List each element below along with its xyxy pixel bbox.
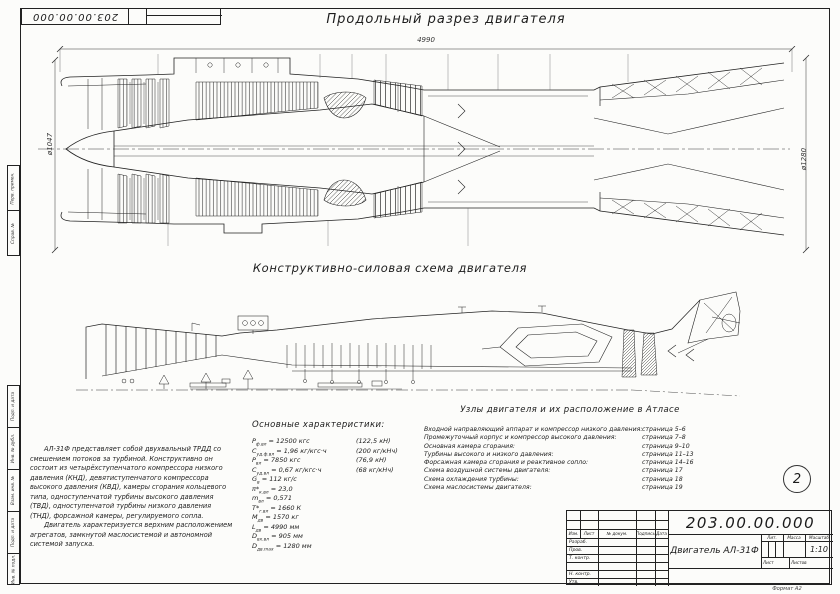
atlas-item-label: Форсажная камера сгорания и реактивное сопло: xyxy=(424,459,589,467)
margin-stamp-inv-dubl: Инв. № дубл. xyxy=(7,427,20,470)
char-formula xyxy=(252,437,310,448)
char-symbol: Т* xyxy=(252,503,260,512)
structural-scheme-drawing xyxy=(72,283,744,398)
atlas-item-label: Турбины высокого и низкого давления: xyxy=(424,450,554,458)
char-symbol: G xyxy=(252,475,258,484)
atlas-row xyxy=(424,476,716,484)
characteristic-row xyxy=(252,542,434,552)
char-value: = 1280 мм xyxy=(275,542,312,551)
tb-col-docnum: № докум. xyxy=(606,531,628,536)
sheet-number-badge: 2 xyxy=(783,465,811,493)
tb-lit-label: Лит. xyxy=(767,535,777,540)
char-alt-value: (76,9 кН) xyxy=(356,456,387,465)
char-symbol-subscript: г.вл xyxy=(259,509,269,515)
char-formula xyxy=(252,494,292,505)
tb-line xyxy=(768,541,769,557)
char-value: = 905 мм xyxy=(271,532,303,541)
atlas-item-pages: страница 19 xyxy=(642,484,683,492)
atlas-row xyxy=(424,484,716,492)
tb-line xyxy=(655,511,656,586)
tb-scale-label: Масштаб xyxy=(809,535,829,540)
char-alt-value: (68 кг/кНч) xyxy=(356,465,394,474)
main-title: Продольный разрез двигателя xyxy=(326,12,566,27)
atlas-row xyxy=(424,434,716,442)
characteristic-row xyxy=(252,447,434,457)
tb-line xyxy=(775,541,776,557)
corner-stamp-divider xyxy=(128,8,129,24)
char-value: = 1,96 кг/кгс·ч xyxy=(276,446,327,455)
char-formula xyxy=(252,503,302,515)
char-value: = 23,0 xyxy=(270,484,293,493)
atlas-item-pages: страница 5–6 xyxy=(642,426,686,433)
tb-col-izm: Изм. xyxy=(568,531,579,536)
characteristic-row xyxy=(252,466,434,476)
engine-description xyxy=(30,445,234,550)
atlas-item-label: Схема охлаждения турбины: xyxy=(424,475,519,483)
atlas-row xyxy=(424,467,716,475)
char-symbol: М xyxy=(252,513,258,522)
char-symbol: m xyxy=(252,494,259,503)
tb-line xyxy=(598,511,599,586)
characteristic-row xyxy=(252,475,434,485)
char-symbol: С xyxy=(252,465,257,474)
char-value: = 1570 кг xyxy=(265,513,299,522)
char-symbol: С xyxy=(252,446,257,455)
atlas-item-pages: страница 11–13 xyxy=(642,450,694,458)
char-formula xyxy=(252,522,300,534)
corner-stamp-divider xyxy=(146,8,147,24)
tb-col-podpis: Подпись xyxy=(636,531,655,536)
margin-stamp-perv-primen: Перв. примен. xyxy=(7,165,20,211)
description-paragraph-1: АЛ-31Ф представляет собой двухвальный ТРДД со смешением потоков за турбиной. Конструктивно он состоит из четырёхступенчатого компрессора низкого давления (КНД), девятиступенчатого компрессора высокого давления (КВД), камеры сгорания кольцевого типа, одноступенчатой турбины высокого давления (ТВД), одноступенчатой турбины низкого давления (ТНД), форсажной камеры, регулируемого сопла. xyxy=(30,445,227,520)
char-symbol: D xyxy=(252,542,258,551)
atlas-row xyxy=(424,426,716,434)
char-symbol-subscript: вл xyxy=(258,499,264,505)
scheme-title: Конструктивно-силовая схема двигателя xyxy=(252,261,528,275)
atlas-block xyxy=(424,405,716,492)
char-formula xyxy=(252,532,303,543)
characteristic-row xyxy=(252,437,434,447)
characteristic-row xyxy=(252,494,434,504)
char-formula xyxy=(252,475,297,486)
characteristic-row xyxy=(252,485,434,495)
char-symbol: Р xyxy=(252,437,256,445)
char-symbol-subscript: к.вл xyxy=(259,490,269,496)
char-value: = 12500 кгс xyxy=(268,437,310,445)
margin-stamp-inv-podl: Инв. № подл. xyxy=(7,553,20,585)
char-symbol-subscript: уд.ф.вл xyxy=(256,451,275,457)
char-symbol-subscript: дв xyxy=(257,518,264,524)
char-symbol-subscript: вх.вл xyxy=(257,537,269,543)
char-symbol-subscript: в xyxy=(257,480,260,486)
char-alt-value: (122,5 кН) xyxy=(356,437,391,445)
dim-label-length: 4990 xyxy=(417,36,435,44)
characteristic-row xyxy=(252,504,434,514)
corner-designation: 203.00.00.000 xyxy=(31,10,119,22)
char-value: = 112 кг/с xyxy=(261,475,297,484)
char-symbol-subscript: ф.вл xyxy=(255,442,267,448)
margin-stamp-sprav-no: Справ. № xyxy=(7,210,20,256)
atlas-item-label: Схема маслосистемы двигателя: xyxy=(424,484,532,492)
characteristic-row xyxy=(252,513,434,523)
atlas-item-label: Основная камера сгорания: xyxy=(424,442,515,450)
char-symbol-subscript: вл xyxy=(255,461,262,467)
atlas-row xyxy=(424,443,716,451)
tb-row-utv: Утв. xyxy=(569,579,579,585)
corner-stamp-divider xyxy=(146,15,222,16)
tb-line xyxy=(668,568,833,569)
title-block-doc-name: Двигатель АЛ-31Ф xyxy=(670,546,759,556)
corner-stamp xyxy=(21,8,221,25)
characteristics-list xyxy=(252,437,434,552)
tb-line xyxy=(567,562,668,563)
atlas-row xyxy=(424,459,716,467)
char-value: = 7850 кгс xyxy=(263,456,301,465)
atlas-title: Узлы двигателя и их расположение в Атласе xyxy=(460,405,680,415)
char-formula xyxy=(252,466,321,474)
char-value: = 0,67 кг/кгс·ч xyxy=(271,465,322,474)
characteristic-row xyxy=(252,523,434,533)
atlas-item-label: Входной направляющий аппарат и компрессор низкого давления: xyxy=(424,426,643,433)
margin-stamp-podp-data-1: Подп. и дата xyxy=(7,385,20,428)
tb-row-prov: Пров. xyxy=(569,547,583,553)
tb-row-nkontr: Н. контр. xyxy=(569,571,592,577)
atlas-row xyxy=(424,451,716,459)
characteristic-row xyxy=(252,456,434,466)
characteristics-title: Основные характеристики: xyxy=(252,420,385,430)
char-alt-value: (200 кг/кНч) xyxy=(356,446,398,455)
tb-sheet-label: Лист xyxy=(763,560,774,565)
char-formula xyxy=(252,447,327,455)
format-note: Формат А2 xyxy=(772,586,802,592)
atlas-item-pages: страница 9–10 xyxy=(642,442,690,450)
char-formula xyxy=(252,456,301,467)
tb-row-razrab: Разраб. xyxy=(569,539,588,545)
description-paragraph-2: Двигатель характеризуется верхним расположением агрегатов, замкнутой маслосистемой и автономной системой запуска. xyxy=(30,521,233,549)
char-symbol-subscript: дв xyxy=(255,528,262,534)
atlas-item-pages: страница 14–16 xyxy=(642,459,694,467)
margin-stamp-podp-data-2: Подп. и дата xyxy=(7,511,20,554)
dim-label-inlet-diameter: ø1047 xyxy=(46,132,54,156)
char-formula xyxy=(252,484,293,496)
char-value: = 1660 К xyxy=(270,503,302,512)
char-symbol: L xyxy=(252,522,256,531)
atlas-item-label: Схема воздушной системы двигателя: xyxy=(424,467,551,475)
char-symbol: D xyxy=(252,532,258,541)
char-value: = 4990 мм xyxy=(263,522,300,531)
characteristic-row xyxy=(252,532,434,542)
tb-row-tkontr: Т. контр. xyxy=(569,555,591,561)
title-block-scale-value: 1:10 xyxy=(810,544,828,554)
atlas-item-pages: страница 18 xyxy=(642,475,683,483)
dim-label-max-diameter: ø1280 xyxy=(800,147,808,171)
atlas-item-pages: страница 7–8 xyxy=(642,434,686,442)
tb-col-data: Дата xyxy=(656,531,667,536)
corner-stamp-cell xyxy=(22,8,128,24)
char-value: = 0,571 xyxy=(265,494,292,503)
char-formula xyxy=(252,513,299,524)
char-symbol-subscript: уд.вл xyxy=(256,470,269,476)
atlas-item-label: Промежуточный корпус и компрессор высокого давления: xyxy=(424,434,617,442)
engine-cross-section-drawing xyxy=(28,46,812,254)
char-formula xyxy=(252,542,312,553)
tb-line xyxy=(636,511,637,586)
tb-sheets-label: Листов xyxy=(791,560,807,565)
atlas-list xyxy=(424,426,716,492)
char-symbol: π* xyxy=(252,484,260,493)
margin-stamp-vzam-inv: Взам. инв. № xyxy=(7,469,20,512)
title-block xyxy=(566,510,832,585)
tb-mass-label: Масса xyxy=(787,535,801,540)
tb-line xyxy=(567,520,668,521)
title-block-designation: 203.00.00.000 xyxy=(685,513,816,532)
atlas-item-pages: страница 17 xyxy=(642,467,683,475)
char-symbol: Р xyxy=(252,456,256,465)
characteristics-block xyxy=(252,420,434,552)
tb-col-list: Лист xyxy=(583,531,595,536)
char-symbol-subscript: дв.max xyxy=(257,547,274,553)
